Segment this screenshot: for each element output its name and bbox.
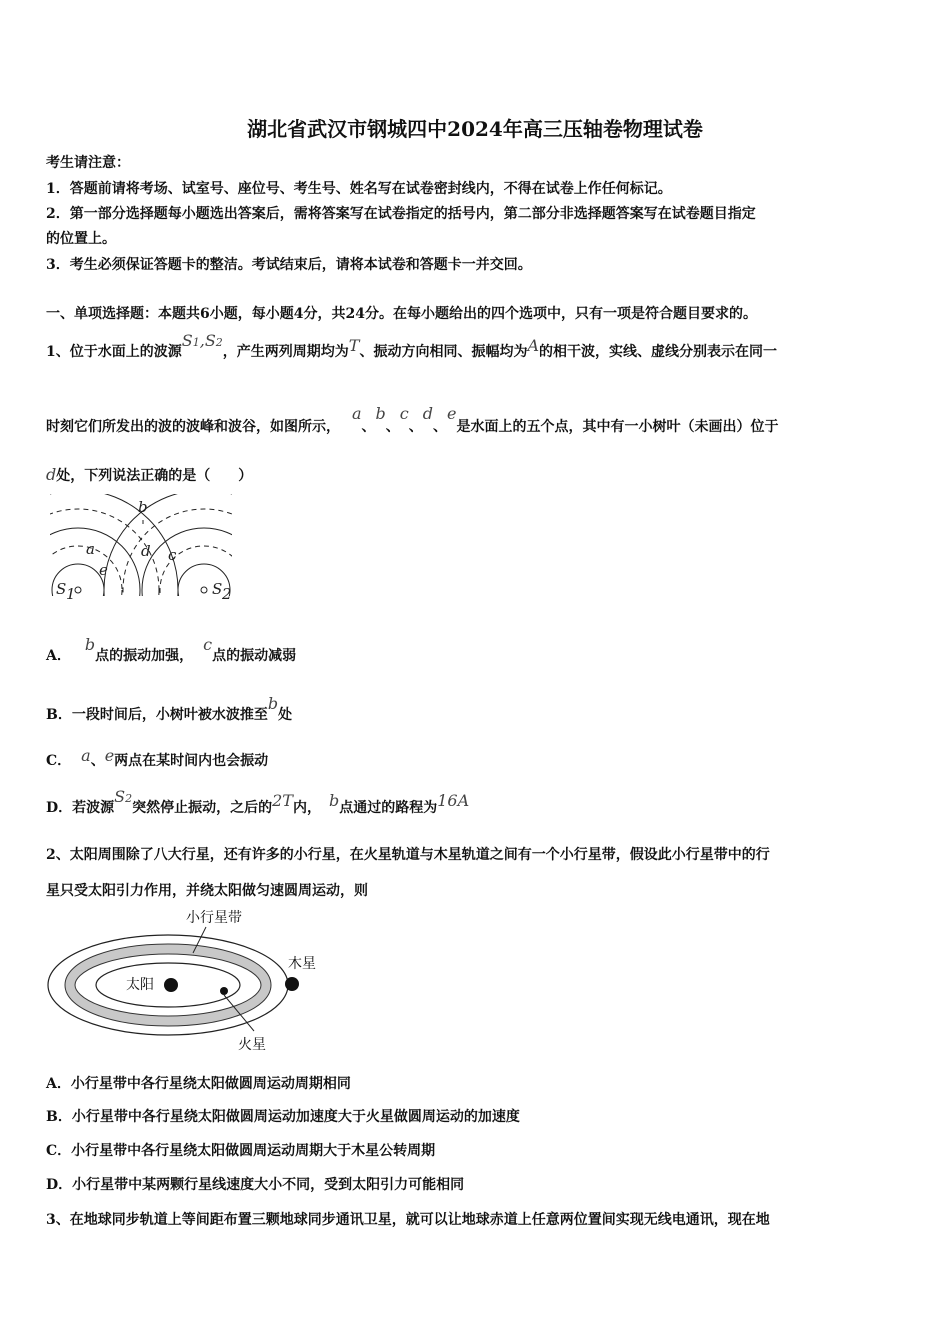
q1-text: 是水面上的五个点，其中有一小树叶（未画出）位于 (456, 419, 779, 435)
point-b: b (375, 404, 386, 423)
q1-symbol: S (114, 787, 126, 806)
q1-text: 处，下列说法正确的是（ ） (56, 468, 253, 484)
option-text: 处 (278, 707, 293, 723)
notice-item: 的位置上。 (46, 231, 116, 247)
option-letter: C． (46, 753, 72, 769)
q1-line3 (46, 465, 252, 485)
q1-symbol-16A: 16A (437, 791, 470, 810)
q2-option-d: D．小行星带中某两颗行星线速度大小不同，受到太阳引力可能相同 (46, 1177, 465, 1193)
fig-label-a: a (86, 540, 95, 558)
q1-text: 、振动方向相同、振幅均为 (359, 344, 528, 360)
option-text: D．若波源 (46, 800, 115, 816)
q2-line1: 2、太阳周围除了八大行星，还有许多的小行星，在火星轨道与木星轨道之间有一个小行星带，假设此小行星带中的行 (46, 847, 770, 863)
separator: 、 (408, 419, 423, 435)
point-c: c (399, 404, 409, 423)
wave-interference-figure (46, 490, 236, 608)
fig-label-s2: S (212, 580, 223, 598)
option-text: 点的振动加强， (95, 648, 194, 664)
fig-label-e: e (99, 561, 108, 579)
fig-label-c: c (168, 546, 177, 564)
q1-subscript: 2 (125, 792, 133, 805)
option-text: 点通过的路程为 (339, 800, 438, 816)
point-a: a (352, 404, 362, 423)
page-title: 湖北省武汉市钢城四中2024年高三压轴卷物理试卷 (247, 117, 703, 141)
q1-option-c (46, 746, 269, 770)
label-sun: 太阳 (126, 977, 154, 993)
label-jupiter: 木星 (288, 956, 316, 972)
q2-option-b: B．小行星带中各行星绕太阳做圆周运动加速度大于火星做圆周运动的加速度 (46, 1109, 520, 1125)
q2-option-c: C．小行星带中各行星绕太阳做圆周运动周期大于木星公转周期 (46, 1143, 436, 1159)
asteroid-belt-figure (46, 905, 336, 1057)
point-b: b (84, 635, 96, 654)
q1-symbol-T: T (348, 336, 360, 355)
notice-heading: 考生请注意： (46, 155, 130, 171)
notice-item: 1．答题前请将考场、试室号、座位号、考生号、姓名写在试卷密封线内，不得在试卷上作任何标记。 (46, 181, 672, 197)
notice-item: 3．考生必须保证答题卡的整洁。考试结束后，请将本试卷和答题卡一并交回。 (46, 257, 532, 273)
q1-symbol-A: A (527, 336, 540, 355)
q1-symbol: S (181, 331, 193, 350)
fig-label-s2-sub: 2 (222, 585, 232, 603)
q1-comma: , (199, 331, 205, 350)
q2-line2: 星只受太阳引力作用，并绕太阳做匀速圆周运动，则 (46, 883, 368, 899)
mars-dot (220, 987, 228, 995)
separator: 、 (361, 419, 376, 435)
separator: 、 (385, 419, 400, 435)
source-s1-dot (75, 587, 81, 593)
q1-text: 的相干波，实线、虚线分别表示在同一 (539, 344, 778, 360)
q1-line2 (46, 404, 779, 436)
section-heading: 一、单项选择题：本题共6小题，每小题4分，共24分。在每小题给出的四个选项中，只有一项是符合题目要求的。 (46, 306, 757, 322)
source-s2-dot (201, 587, 207, 593)
point-e: e (447, 404, 457, 423)
point-c: c (203, 635, 213, 654)
point-d: d (46, 465, 57, 484)
q1-text: 时刻它们所发出的波的波峰和波谷，如图所示， (46, 419, 340, 435)
point-a: a (81, 746, 91, 765)
point-d: d (422, 404, 434, 423)
fig-label-s1-sub: 1 (66, 585, 76, 603)
label-mars: 火星 (238, 1037, 266, 1053)
q1-text: ，产生两列周期均为 (222, 344, 349, 360)
q1-subscript: 1 (192, 336, 200, 349)
option-text: 内， (292, 800, 321, 816)
fig-label-d: d (141, 542, 151, 560)
sun-dot (164, 978, 178, 992)
option-text: 两点在某时间内也会振动 (114, 753, 269, 769)
q1-text: 1、位于水面上的波源 (46, 344, 182, 360)
separator: 、 (90, 753, 105, 769)
q1-option-d (46, 787, 470, 817)
q2-option-a: A．小行星带中各行星绕太阳做圆周运动周期相同 (46, 1076, 351, 1092)
q3-line1: 3、在地球同步轨道上等间距布置三颗地球同步通讯卫星，就可以让地球赤道上任意两位置间实现无线电通讯，现在地 (46, 1212, 770, 1228)
option-text: B．一段时间后，小树叶被水波推至 (46, 707, 268, 723)
fig-label-s1: S (56, 580, 67, 598)
q1-option-a (46, 635, 297, 665)
option-text: 点的振动减弱 (212, 648, 297, 664)
jupiter-dot (285, 977, 299, 991)
point-b: b (267, 694, 279, 713)
fig-label-b: b (138, 498, 148, 516)
q1-symbol: S (204, 331, 216, 350)
option-text: 突然停止振动，之后的 (132, 800, 273, 816)
q1-subscript: 2 (215, 336, 223, 349)
q1-option-b (46, 694, 293, 724)
notice-item: 2．第一部分选择题每小题选出答案后，需将答案写在试卷指定的括号内，第二部分非选择题答案写在试卷题目指定 (46, 206, 756, 222)
q1-line1 (46, 331, 778, 361)
point-b: b (328, 791, 340, 810)
q1-symbol-2T: 2T (272, 791, 293, 810)
separator: 、 (433, 419, 448, 435)
option-letter: A． (46, 648, 71, 664)
point-e: e (104, 746, 115, 765)
label-asteroid-belt: 小行星带 (186, 910, 242, 926)
